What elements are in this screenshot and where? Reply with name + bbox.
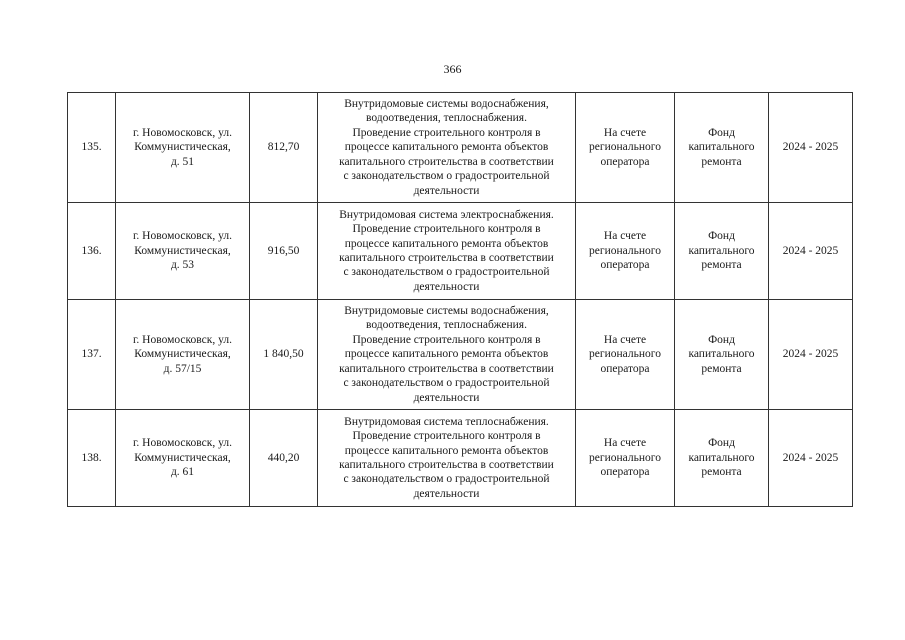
cell-line: Фонд xyxy=(708,230,735,243)
repair-registry-table xyxy=(67,92,853,507)
cell-line: Фонд xyxy=(708,126,735,139)
cell-line: На счете xyxy=(603,437,647,450)
cell-line: д. 61 xyxy=(170,466,195,479)
fund-cell xyxy=(675,203,769,300)
cell-line: капитального xyxy=(688,348,755,361)
cell-line: капитального строительства в соответствии xyxy=(339,459,554,471)
period-cell: 2024 - 2025 xyxy=(769,203,853,300)
row-number: 138. xyxy=(68,410,116,507)
row-number: 137. xyxy=(68,300,116,410)
cell-line: процессе капитального ремонта объектов xyxy=(344,141,549,154)
cell-line: оператора xyxy=(600,362,650,375)
cell-line: водоотведения, теплоснабжения. xyxy=(366,319,527,332)
cell-line: с законодательством о градостроительной xyxy=(343,266,550,279)
table-row xyxy=(68,93,853,203)
cell-line: Коммунистическая, xyxy=(134,244,231,257)
cell-line: с законодательством о градостроительной xyxy=(343,473,550,486)
cell-line: Внутридомовая система электроснабжения. xyxy=(339,208,554,221)
cell-line: оператора xyxy=(600,466,650,479)
cell-line: Внутридомовая система теплоснабжения. xyxy=(344,415,549,428)
page-number: 366 xyxy=(443,62,462,76)
cost-cell: 812,70 xyxy=(250,93,318,203)
cell-line: оператора xyxy=(600,259,650,272)
table-row xyxy=(68,300,853,410)
works-cell xyxy=(318,203,576,300)
works-cell xyxy=(318,93,576,203)
works-cell xyxy=(318,410,576,507)
cell-line: ремонта xyxy=(701,155,742,168)
table-row xyxy=(68,203,853,300)
fund-cell xyxy=(675,300,769,410)
row-number: 136. xyxy=(68,203,116,300)
cell-line: Внутридомовые системы водоснабжения, xyxy=(344,305,549,318)
cell-line: Коммунистическая, xyxy=(134,451,231,464)
cell-line: ремонта xyxy=(701,466,742,479)
cell-line: Проведение строительного контроля в xyxy=(352,223,541,236)
cell-line: капитального xyxy=(688,141,755,154)
cell-line: деятельности xyxy=(413,391,480,404)
works-cell xyxy=(318,300,576,410)
cell-line: На счете xyxy=(603,333,647,346)
cell-line: Фонд xyxy=(708,333,735,346)
cell-line: Фонд xyxy=(708,437,735,450)
cell-line: регионального xyxy=(589,141,661,154)
cost-cell: 1 840,50 xyxy=(250,300,318,410)
address-cell xyxy=(116,203,250,300)
account-cell xyxy=(576,300,675,410)
cell-line: д. 53 xyxy=(170,259,195,272)
cell-line: Проведение строительного контроля в xyxy=(352,430,541,443)
cell-line: процессе капитального ремонта объектов xyxy=(344,444,549,457)
address-cell xyxy=(116,300,250,410)
cell-line: г. Новомосковск, ул. xyxy=(133,230,232,243)
cell-line: Коммунистическая, xyxy=(134,141,231,154)
account-cell xyxy=(576,203,675,300)
cell-line: регионального xyxy=(589,348,661,361)
cell-line: г. Новомосковск, ул. xyxy=(133,126,232,139)
cell-line: На счете xyxy=(603,126,647,139)
cell-line: г. Новомосковск, ул. xyxy=(133,333,232,346)
cell-line: с законодательством о градостроительной xyxy=(343,377,550,390)
period-cell: 2024 - 2025 xyxy=(769,300,853,410)
cell-line: регионального xyxy=(589,451,661,464)
registry-body xyxy=(68,93,853,507)
cell-line: ремонта xyxy=(701,259,742,272)
cost-cell: 440,20 xyxy=(250,410,318,507)
fund-cell xyxy=(675,93,769,203)
cell-line: деятельности xyxy=(413,280,480,293)
cell-line: регионального xyxy=(589,244,661,257)
cell-line: капитального строительства в соответствии xyxy=(339,362,554,375)
cell-line: водоотведения, теплоснабжения. xyxy=(366,112,527,125)
cell-line: На счете xyxy=(603,230,647,243)
cell-line: д. 51 xyxy=(170,155,195,168)
cell-line: ремонта xyxy=(701,362,742,375)
period-cell: 2024 - 2025 xyxy=(769,93,853,203)
address-cell xyxy=(116,410,250,507)
cell-line: процессе капитального ремонта объектов xyxy=(344,237,549,250)
cell-line: Коммунистическая, xyxy=(134,348,231,361)
fund-cell xyxy=(675,410,769,507)
address-cell xyxy=(116,93,250,203)
account-cell xyxy=(576,410,675,507)
account-cell xyxy=(576,93,675,203)
cell-line: капитального строительства в соответствии xyxy=(339,252,554,264)
table-row xyxy=(68,410,853,507)
cell-line: деятельности xyxy=(413,184,480,197)
cell-line: капитального строительства в соответствии xyxy=(339,155,554,168)
cell-line: г. Новомосковск, ул. xyxy=(133,437,232,450)
period-cell: 2024 - 2025 xyxy=(769,410,853,507)
cell-line: оператора xyxy=(600,155,650,168)
row-number: 135. xyxy=(68,93,116,203)
cell-line: капитального xyxy=(688,451,755,464)
cell-line: Внутридомовые системы водоснабжения, xyxy=(344,98,549,111)
cost-cell: 916,50 xyxy=(250,203,318,300)
cell-line: д. 57/15 xyxy=(163,362,202,375)
cell-line: капитального xyxy=(688,244,755,257)
cell-line: процессе капитального ремонта объектов xyxy=(344,348,549,361)
cell-line: с законодательством о градостроительной xyxy=(343,170,550,183)
cell-line: Проведение строительного контроля в xyxy=(352,126,541,139)
cell-line: Проведение строительного контроля в xyxy=(352,333,541,346)
cell-line: деятельности xyxy=(413,487,480,500)
